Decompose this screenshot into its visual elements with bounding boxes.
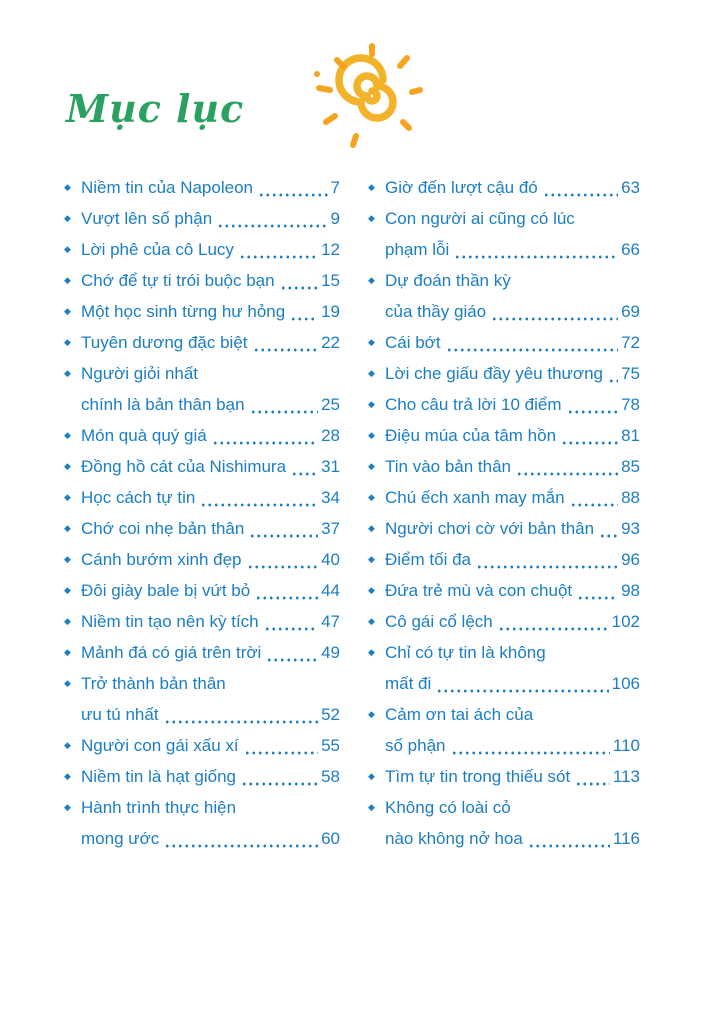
toc-entry xyxy=(368,389,640,420)
entry-line xyxy=(385,389,640,420)
entry-title: Người chơi cờ với bản thân xyxy=(385,519,595,538)
entry-title: Trở thành bản thân xyxy=(81,674,226,693)
dotted-leader xyxy=(476,565,618,569)
entry-title: Chỉ có tự tin là không xyxy=(385,643,546,662)
toc-entry xyxy=(368,575,640,606)
entry-lines xyxy=(81,513,340,544)
diamond-bullet-icon: ◆ xyxy=(64,275,71,285)
entry-line xyxy=(81,792,340,823)
page-number: 9 xyxy=(330,209,340,228)
dotted-leader xyxy=(608,379,618,383)
page-number: 25 xyxy=(321,395,340,414)
page-number: 60 xyxy=(321,829,340,848)
dotted-leader xyxy=(436,689,608,693)
entry-lines xyxy=(81,172,340,203)
entry-title: mất đi xyxy=(385,674,432,693)
entry-title: Cái bớt xyxy=(385,333,441,352)
entry-line xyxy=(81,265,340,296)
page-number: 7 xyxy=(330,178,340,197)
page-number: 34 xyxy=(321,488,340,507)
dotted-leader xyxy=(217,224,327,228)
entry-line xyxy=(81,668,340,699)
dotted-leader xyxy=(491,317,618,321)
toc-entry xyxy=(368,172,640,203)
entry-line xyxy=(81,482,340,513)
toc-entry xyxy=(64,265,340,296)
entry-line xyxy=(385,575,640,606)
entry-title: của thầy giáo xyxy=(385,302,487,321)
toc-entry xyxy=(64,296,340,327)
entry-line xyxy=(385,327,640,358)
diamond-bullet-icon: ◆ xyxy=(368,368,375,378)
toc-entry xyxy=(64,358,340,420)
dotted-leader xyxy=(253,348,319,352)
entry-lines xyxy=(385,358,640,389)
entry-line xyxy=(81,358,340,389)
dotted-leader xyxy=(291,472,318,476)
dotted-leader xyxy=(255,596,318,600)
entry-title: Lời phê của cô Lucy xyxy=(81,240,234,259)
page-number: 88 xyxy=(621,488,640,507)
entry-line xyxy=(385,451,640,482)
entry-lines xyxy=(81,544,340,575)
diamond-bullet-icon: ◆ xyxy=(368,585,375,595)
dotted-leader xyxy=(528,844,610,848)
toc-entry xyxy=(64,544,340,575)
entry-line xyxy=(81,637,340,668)
dotted-leader xyxy=(212,441,318,445)
page-number: 28 xyxy=(321,426,340,445)
entry-line xyxy=(385,482,640,513)
entry-title: Lời che giấu đầy yêu thương xyxy=(385,364,603,383)
entry-lines xyxy=(81,451,340,482)
entry-line xyxy=(385,699,640,730)
toc-entry xyxy=(368,637,640,699)
entry-title: mong ước xyxy=(81,829,160,848)
diamond-bullet-icon: ◆ xyxy=(64,740,71,750)
page-number: 31 xyxy=(321,457,340,476)
toc-entry xyxy=(368,203,640,265)
entry-line xyxy=(81,327,340,358)
entry-lines xyxy=(385,451,640,482)
dotted-leader xyxy=(247,565,319,569)
page-number: 106 xyxy=(611,674,640,693)
diamond-bullet-icon: ◆ xyxy=(368,182,375,192)
toc-entry xyxy=(368,513,640,544)
page-number: 55 xyxy=(321,736,340,755)
entry-title: ưu tú nhất xyxy=(81,705,159,724)
entry-lines xyxy=(81,482,340,513)
sun-swirl-icon xyxy=(308,40,424,152)
toc-entry xyxy=(64,172,340,203)
entry-lines xyxy=(81,575,340,606)
dotted-leader xyxy=(451,751,610,755)
dotted-leader xyxy=(599,534,618,538)
dotted-leader xyxy=(567,410,619,414)
diamond-bullet-icon: ◆ xyxy=(368,430,375,440)
toc-entry xyxy=(368,544,640,575)
diamond-bullet-icon: ◆ xyxy=(368,771,375,781)
diamond-bullet-icon: ◆ xyxy=(368,492,375,502)
diamond-bullet-icon: ◆ xyxy=(64,616,71,626)
page-number: 69 xyxy=(621,302,640,321)
dotted-leader xyxy=(258,193,328,197)
toc-column-right xyxy=(368,172,640,854)
entry-lines xyxy=(81,668,340,730)
entry-line xyxy=(385,420,640,451)
entry-title: Cánh bướm xinh đẹp xyxy=(81,550,242,569)
toc-entry xyxy=(64,482,340,513)
entry-title: Tin vào bản thân xyxy=(385,457,512,476)
entry-line xyxy=(385,234,640,265)
entry-lines xyxy=(81,358,340,420)
entry-lines xyxy=(385,792,640,854)
dotted-leader xyxy=(570,503,619,507)
entry-title: Niềm tin tạo nên kỳ tích xyxy=(81,612,259,631)
entry-title: Cô gái cổ lệch xyxy=(385,612,493,631)
page-number: 116 xyxy=(612,829,640,848)
entry-line xyxy=(385,761,640,792)
toc-entry xyxy=(64,637,340,668)
page-number: 110 xyxy=(612,736,640,755)
entry-title: Mảnh đá có giá trên trời xyxy=(81,643,262,662)
diamond-bullet-icon: ◆ xyxy=(368,461,375,471)
entry-title: Tìm tự tin trong thiếu sót xyxy=(385,767,571,786)
dotted-leader xyxy=(164,720,319,724)
entry-title: Con người ai cũng có lúc xyxy=(385,209,575,228)
entry-title: Điệu múa của tâm hồn xyxy=(385,426,557,445)
dotted-leader xyxy=(561,441,618,445)
diamond-bullet-icon: ◆ xyxy=(64,492,71,502)
diamond-bullet-icon: ◆ xyxy=(64,213,71,223)
entry-lines xyxy=(385,172,640,203)
entry-title: Một học sinh từng hư hỏng xyxy=(81,302,286,321)
entry-lines xyxy=(81,761,340,792)
entry-line xyxy=(81,389,340,420)
page-number: 49 xyxy=(321,643,340,662)
page-number: 22 xyxy=(321,333,340,352)
entry-line xyxy=(81,513,340,544)
entry-lines xyxy=(81,730,340,761)
page-number: 98 xyxy=(621,581,640,600)
toc-entry xyxy=(64,420,340,451)
entry-lines xyxy=(81,203,340,234)
entry-line xyxy=(81,699,340,730)
entry-title: Chớ coi nhẹ bản thân xyxy=(81,519,245,538)
diamond-bullet-icon: ◆ xyxy=(64,244,71,254)
entry-lines xyxy=(385,482,640,513)
entry-lines xyxy=(385,327,640,358)
toc-entry xyxy=(368,451,640,482)
dotted-leader xyxy=(575,782,610,786)
entry-title: Chú ếch xanh may mắn xyxy=(385,488,565,507)
toc-entry xyxy=(64,234,340,265)
dotted-leader xyxy=(250,410,319,414)
entry-line xyxy=(81,544,340,575)
dotted-leader xyxy=(498,627,609,631)
entry-line xyxy=(81,172,340,203)
entry-title: Món quà quý giá xyxy=(81,426,207,445)
dotted-leader xyxy=(239,255,318,259)
page-header xyxy=(0,0,708,170)
entry-line xyxy=(385,265,640,296)
entry-title: Niềm tin là hạt giống xyxy=(81,767,236,786)
dotted-leader xyxy=(241,782,318,786)
dotted-leader xyxy=(516,472,618,476)
entry-line xyxy=(385,544,640,575)
toc-entry xyxy=(64,203,340,234)
entry-lines xyxy=(81,327,340,358)
entry-line xyxy=(81,296,340,327)
toc-entry xyxy=(368,699,640,761)
entry-title: Học cách tự tin xyxy=(81,488,196,507)
page-number: 113 xyxy=(612,767,640,786)
diamond-bullet-icon: ◆ xyxy=(64,368,71,378)
dotted-leader xyxy=(446,348,619,352)
toc-entry xyxy=(368,265,640,327)
entry-lines xyxy=(81,265,340,296)
diamond-bullet-icon: ◆ xyxy=(64,771,71,781)
toc-entry xyxy=(64,668,340,730)
entry-lines xyxy=(81,606,340,637)
diamond-bullet-icon: ◆ xyxy=(368,399,375,409)
entry-title: Cho câu trả lời 10 điểm xyxy=(385,395,562,414)
entry-title: Đôi giày bale bị vứt bỏ xyxy=(81,581,251,600)
entry-lines xyxy=(385,420,640,451)
diamond-bullet-icon: ◆ xyxy=(64,461,71,471)
dotted-leader xyxy=(543,193,618,197)
entry-lines xyxy=(81,296,340,327)
entry-lines xyxy=(385,575,640,606)
entry-line xyxy=(81,420,340,451)
diamond-bullet-icon: ◆ xyxy=(64,430,71,440)
toc-entry xyxy=(368,606,640,637)
entry-lines xyxy=(385,544,640,575)
diamond-bullet-icon: ◆ xyxy=(368,275,375,285)
toc-entry xyxy=(64,606,340,637)
entry-title: Điểm tối đa xyxy=(385,550,471,569)
toc-entry xyxy=(368,358,640,389)
diamond-bullet-icon: ◆ xyxy=(64,585,71,595)
entry-lines xyxy=(385,265,640,327)
page-number: 75 xyxy=(621,364,640,383)
page-number: 52 xyxy=(321,705,340,724)
toc-entry xyxy=(64,327,340,358)
toc-entry xyxy=(368,761,640,792)
entry-line xyxy=(385,637,640,668)
page-number: 96 xyxy=(621,550,640,569)
entry-lines xyxy=(385,203,640,265)
entry-lines xyxy=(385,637,640,699)
entry-title: Vượt lên số phận xyxy=(81,209,213,228)
page-number: 47 xyxy=(321,612,340,631)
page-number: 58 xyxy=(321,767,340,786)
entry-lines xyxy=(385,606,640,637)
toc-entry xyxy=(368,792,640,854)
entry-line xyxy=(385,513,640,544)
dotted-leader xyxy=(249,534,318,538)
entry-line xyxy=(385,203,640,234)
entry-title: Chớ để tự ti trói buộc bạn xyxy=(81,271,275,290)
entry-title: Giờ đến lượt cậu đó xyxy=(385,178,538,197)
dotted-leader xyxy=(244,751,318,755)
entry-line xyxy=(385,296,640,327)
page-number: 12 xyxy=(321,240,340,259)
dotted-leader xyxy=(264,627,318,631)
entry-title: Người con gái xấu xí xyxy=(81,736,239,755)
page-number: 63 xyxy=(621,178,640,197)
diamond-bullet-icon: ◆ xyxy=(368,337,375,347)
entry-title: số phận xyxy=(385,736,446,755)
entry-line xyxy=(385,668,640,699)
entry-line xyxy=(385,792,640,823)
page-number: 81 xyxy=(621,426,640,445)
entry-title: phạm lỗi xyxy=(385,240,450,259)
page-number: 44 xyxy=(321,581,340,600)
dotted-leader xyxy=(454,255,618,259)
toc-entry xyxy=(368,420,640,451)
diamond-bullet-icon: ◆ xyxy=(368,213,375,223)
entry-title: Dự đoán thần kỳ xyxy=(385,271,511,290)
diamond-bullet-icon: ◆ xyxy=(64,554,71,564)
entry-line xyxy=(81,234,340,265)
diamond-bullet-icon: ◆ xyxy=(64,523,71,533)
entry-line xyxy=(81,203,340,234)
toc-columns xyxy=(64,172,640,854)
diamond-bullet-icon: ◆ xyxy=(368,647,375,657)
diamond-bullet-icon: ◆ xyxy=(368,802,375,812)
entry-title: Niềm tin của Napoleon xyxy=(81,178,253,197)
dotted-leader xyxy=(280,286,319,290)
entry-title: Tuyên dương đặc biệt xyxy=(81,333,248,352)
page-number: 15 xyxy=(321,271,340,290)
entry-lines xyxy=(385,389,640,420)
page-number: 93 xyxy=(621,519,640,538)
entry-title: Cảm ơn tai ách của xyxy=(385,705,534,724)
diamond-bullet-icon: ◆ xyxy=(64,337,71,347)
diamond-bullet-icon: ◆ xyxy=(368,554,375,564)
entry-line xyxy=(81,823,340,854)
entry-lines xyxy=(385,513,640,544)
entry-line xyxy=(81,730,340,761)
diamond-bullet-icon: ◆ xyxy=(64,678,71,688)
page-number: 66 xyxy=(621,240,640,259)
entry-title: Người giỏi nhất xyxy=(81,364,199,383)
entry-lines xyxy=(385,699,640,761)
page-number: 102 xyxy=(611,612,640,631)
toc-entry xyxy=(64,730,340,761)
toc-entry xyxy=(64,761,340,792)
dotted-leader xyxy=(290,317,318,321)
diamond-bullet-icon: ◆ xyxy=(64,182,71,192)
toc-column-left xyxy=(64,172,340,854)
entry-line xyxy=(81,606,340,637)
diamond-bullet-icon: ◆ xyxy=(64,647,71,657)
entry-title: Đồng hồ cát của Nishimura xyxy=(81,457,287,476)
entry-title: chính là bản thân bạn xyxy=(81,395,245,414)
diamond-bullet-icon: ◆ xyxy=(64,802,71,812)
entry-lines xyxy=(81,234,340,265)
entry-line xyxy=(385,730,640,761)
toc-entry xyxy=(64,792,340,854)
toc-entry xyxy=(368,482,640,513)
toc-entry xyxy=(64,451,340,482)
dotted-leader xyxy=(577,596,618,600)
entry-title: Không có loài cỏ xyxy=(385,798,511,817)
entry-line xyxy=(81,761,340,792)
entry-lines xyxy=(81,792,340,854)
toc-entry xyxy=(64,513,340,544)
toc-entry xyxy=(368,327,640,358)
dotted-leader xyxy=(164,844,318,848)
entry-lines xyxy=(81,637,340,668)
entry-line xyxy=(385,358,640,389)
entry-lines xyxy=(81,420,340,451)
entry-title: nào không nở hoa xyxy=(385,829,523,848)
diamond-bullet-icon: ◆ xyxy=(368,709,375,719)
page-number: 37 xyxy=(321,519,340,538)
diamond-bullet-icon: ◆ xyxy=(368,523,375,533)
entry-line xyxy=(385,172,640,203)
page-title: Mục lục xyxy=(66,86,245,131)
page-number: 85 xyxy=(621,457,640,476)
page-number: 72 xyxy=(621,333,640,352)
entry-line xyxy=(385,823,640,854)
entry-title: Đứa trẻ mù và con chuột xyxy=(385,581,573,600)
page-number: 19 xyxy=(321,302,340,321)
dotted-leader xyxy=(200,503,318,507)
dotted-leader xyxy=(266,658,318,662)
entry-title: Hành trình thực hiện xyxy=(81,798,237,817)
entry-line xyxy=(81,575,340,606)
page-number: 78 xyxy=(621,395,640,414)
diamond-bullet-icon: ◆ xyxy=(368,616,375,626)
entry-line xyxy=(385,606,640,637)
entry-line xyxy=(81,451,340,482)
diamond-bullet-icon: ◆ xyxy=(64,306,71,316)
toc-entry xyxy=(64,575,340,606)
entry-lines xyxy=(385,761,640,792)
page-number: 40 xyxy=(321,550,340,569)
